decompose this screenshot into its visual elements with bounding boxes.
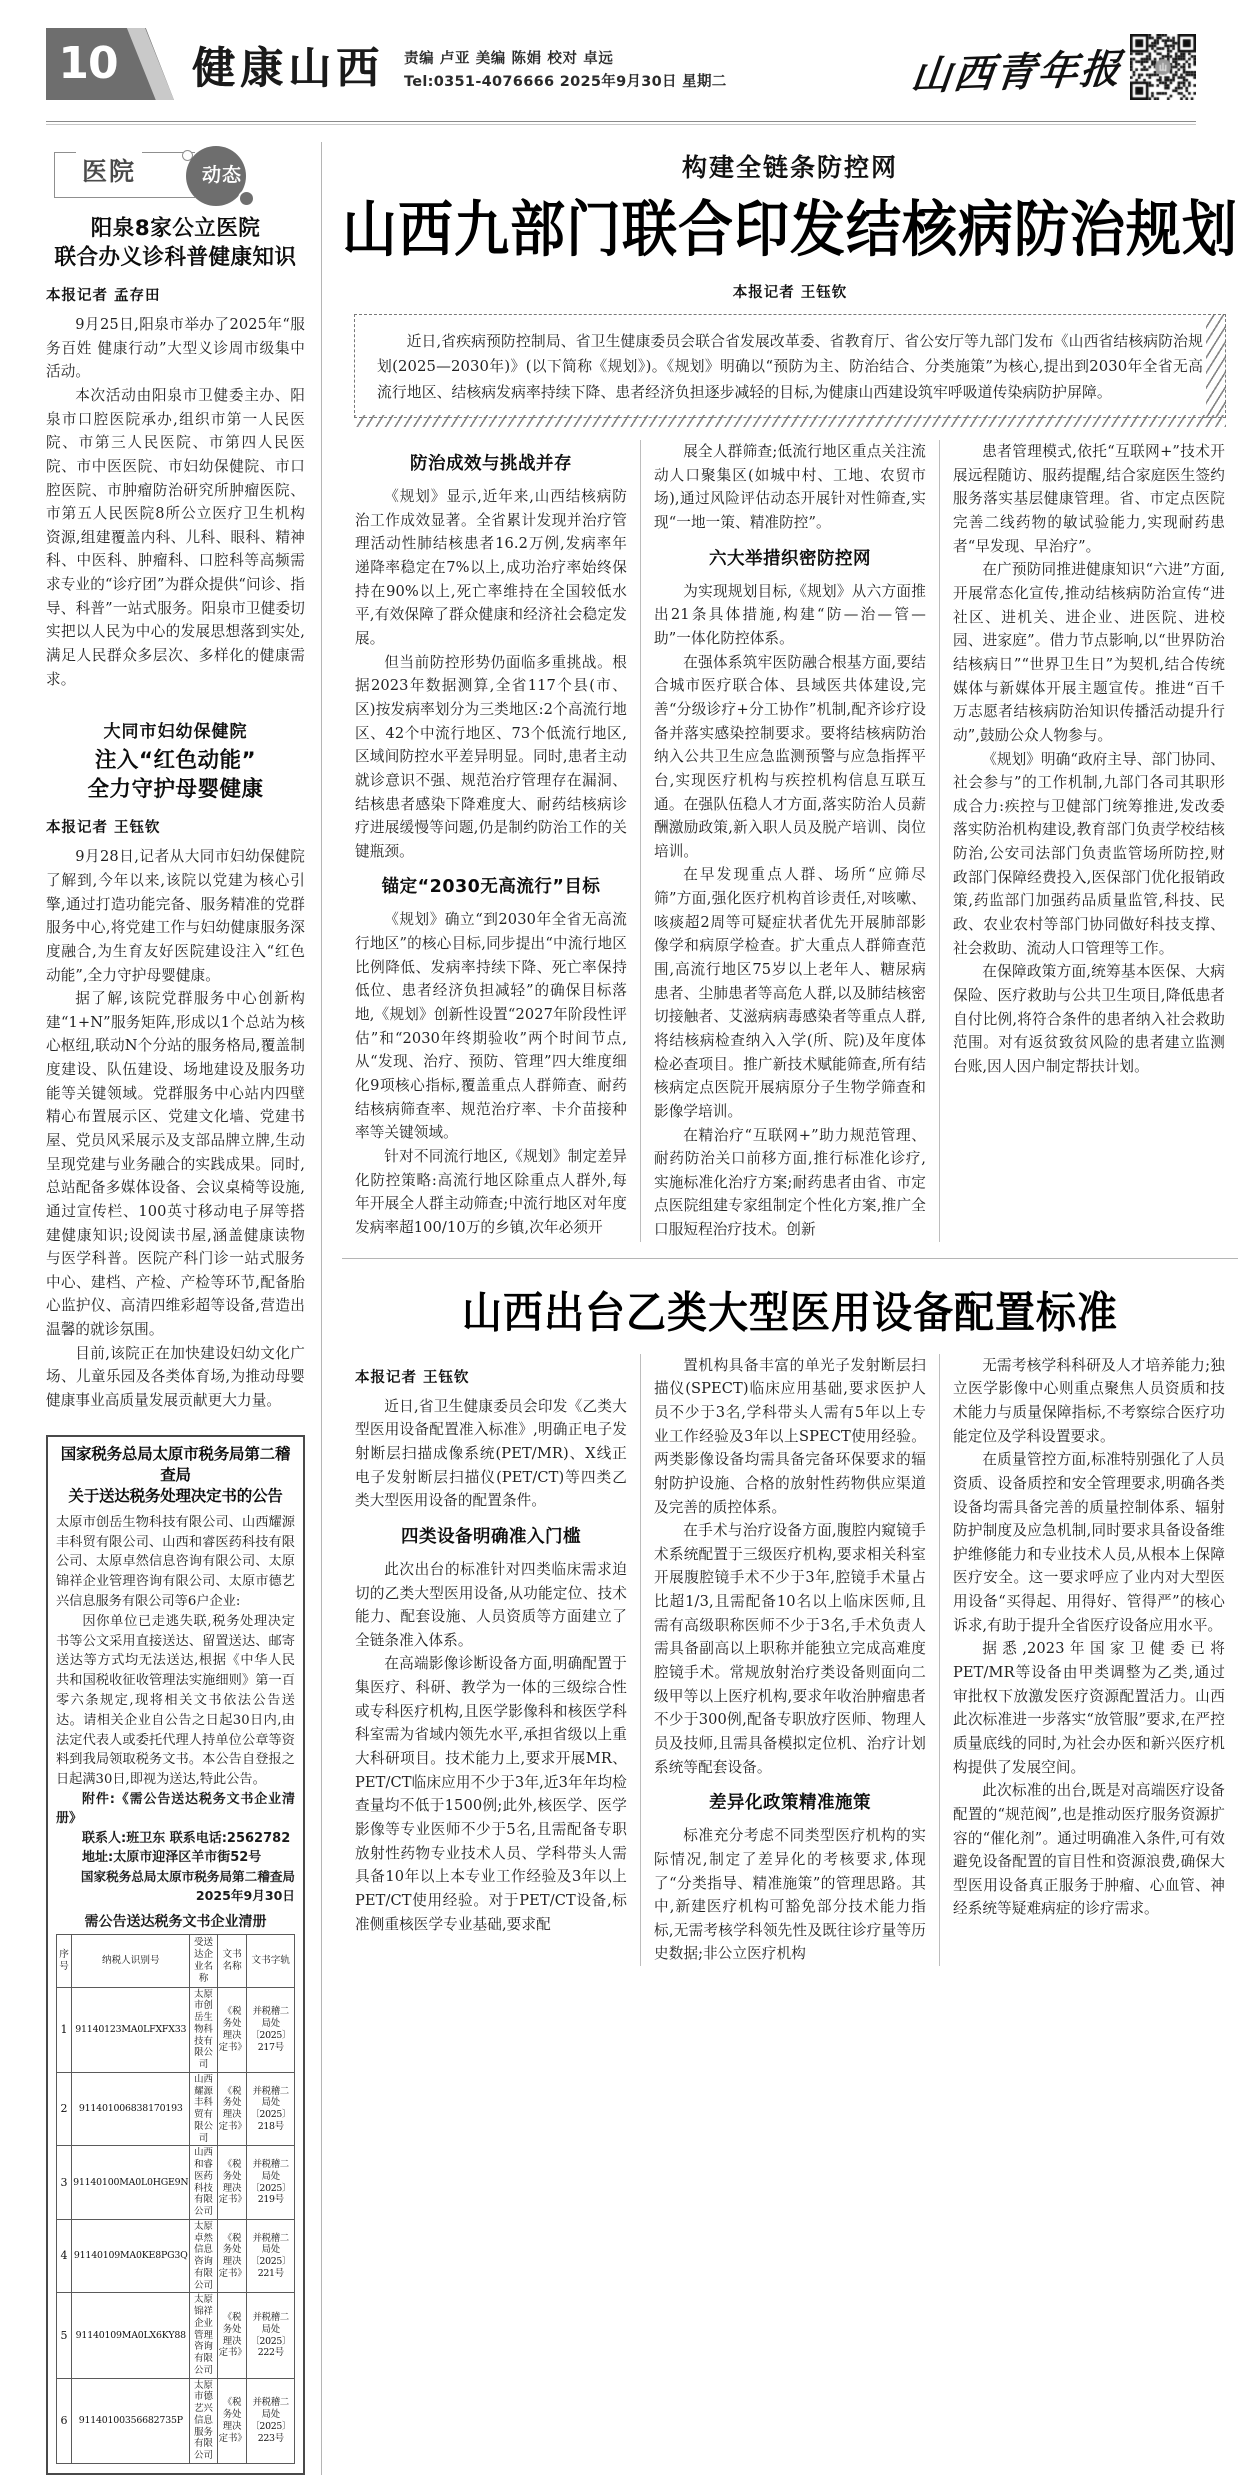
feature-1-subhead-1: 防治成效与挑战并存	[410, 454, 572, 475]
tax-notice-title-line-1: 国家税务总局太原市税务局第二稽查局	[60, 1444, 291, 1485]
section-title: 健康山西	[192, 44, 384, 94]
masthead-left	[46, 28, 727, 100]
table-cell: 911401006838170193	[72, 2072, 190, 2146]
badge-dot-bottom-icon	[238, 190, 255, 207]
masthead-right	[908, 28, 1196, 100]
feature-2-columns	[342, 1354, 1238, 1966]
feature-2-col-3	[939, 1354, 1238, 1966]
table-cell: 91140109MA0KE8PG3Q	[72, 2219, 190, 2293]
credits-line-2: Tel:0351-4076666 2025年9月30日 星期二	[404, 73, 727, 90]
paragraph: 本次活动由阳泉市卫健委主办、阳泉市口腔医院承办,组织市第一人民医院、市第三人民医院、市第四人民医院、市中医医院、市妇幼保健院、市口腔医院、市肿瘤防治研究所肿瘤医院、市第五人民医院8所公立医疗卫生机构资源,组建覆盖内科、儿科、眼科、精神科、中医科、肿瘤科、口腔科等高频需求专业的“诊疗团”为群众提供“问诊、指导、科普”一站式服务。阳泉市卫健委切实把以人民为中心的发展思想落到实处,满足人民群众多层次、多样化的健康需求。	[46, 386, 305, 688]
paragraph: 为实现规划目标,《规划》从六方面推出21条具体措施,构建“防—治—管—助”一体化防控体系。	[654, 582, 926, 648]
table-cell: 6	[57, 2378, 72, 2463]
left-column	[46, 142, 322, 2475]
left-article-2	[46, 717, 305, 1412]
table-cell: 并税稽二局处〔2025〕218号	[247, 2072, 295, 2146]
th-doc-no: 文书字轨	[247, 1934, 295, 1987]
table-cell: 并税稽二局处〔2025〕221号	[247, 2219, 295, 2293]
paragraph: 9月25日,阳泉市举办了2025年“服务百姓 健康行动”大型义诊周市级集中活动。	[46, 316, 305, 381]
table-row	[57, 2219, 295, 2293]
table-cell: 91140100MA0L0HGE9N	[72, 2146, 190, 2220]
main-column	[322, 142, 1238, 2475]
page-number-badge	[46, 28, 174, 100]
feature-2-col-2-body-top	[654, 1354, 926, 1780]
article-1-byline: 本报记者 孟存田	[46, 288, 161, 305]
tax-notice-contact: 联系人:班卫东 联系电话:2562782	[82, 1830, 291, 1846]
feature-1-lead-text	[377, 329, 1203, 405]
paragraph: 患者管理模式,依托“互联网+”技术开展远程随访、服药提醒,结合家庭医生签约服务落实基层健康管理。省、市定点医院完善二线药物的敏试验能力,实现耐药患者“早发现、早治疗”。	[953, 443, 1225, 555]
article-2-headline-line-2: 全力守护母婴健康	[87, 777, 264, 803]
feature-2-subhead-2: 差异化政策精准施策	[709, 1793, 871, 1814]
tax-notice-title-line-2: 关于送达税务处理决定书的公告	[68, 1487, 283, 1506]
feature-2-byline: 本报记者 王钰钦	[355, 1369, 470, 1386]
badge-label-a: 医院	[76, 152, 142, 192]
tax-notice-title	[56, 1444, 295, 1508]
masthead-rule-secondary	[46, 124, 1196, 125]
paragraph: 据了解,该院党群服务中心创新构建“1+N”服务矩阵,形成以1个总站为核心枢纽,联动N个分站的服务格局,覆盖制度建设、队伍建设、场地建设及服务功能等关键领域。党群服务中心站内四壁精心布置展示区、党建文化墙、党建书屋、党员风采展示及支部品牌立牌,生动呈现党建与业务融合的实践成果。同时,总站配备多媒体设备、会议桌椅等设施,通过宣传栏、100英寸移动电子屏等搭建健康知识;设阅读书屋,涵盖健康读物与医学科普。医院产科门诊一站式服务中心、建档、产检、产检等环节,配备胎心监护仪、高清四维彩超等设备,营造出温馨的就诊氛围。	[46, 990, 305, 1339]
feature-2-col-1-body	[355, 1558, 627, 1936]
feature-1-col-3	[939, 440, 1238, 1242]
table-cell: 并税稽二局处〔2025〕223号	[247, 2378, 295, 2463]
th-company-name: 受送达企业名称	[190, 1934, 217, 1987]
tax-notice-intro: 太原市创岳生物科技有限公司、山西耀源丰科贸有限公司、山西和睿医药科技有限公司、太原卓然信息咨询有限公司、太原锦祥企业管理咨询有限公司、太原市德艺兴信息服务有限公司等6户企业:	[56, 1514, 295, 1609]
paragraph: 在手术与治疗设备方面,腹腔内窥镜手术系统配置于三级医疗机构,要求相关科室开展腹腔镜手术不少于3年,腔镜手术量占比超1/3,且需配备10名以上临床医师,且需有高级职称医师不少于3名,手术负责人需具备副高以上职称并能独立完成高难度腔镜手术。常规放射治疗类设备则面向二级甲等以上医疗机构,要求年收治肿瘤患者不少于300例,配备专职放疗医师、物理人员及技师,且需具备模拟定位机、治疗计划系统等配套设备。	[654, 1522, 926, 1776]
paragraph: 近日,省卫生健康委员会印发《乙类大型医用设备配置准入标准》,明确正电子发射断层扫描成像系统(PET/MR)、X线正电子发射断层扫描仪(PET/CT)等四类乙类大型医用设备的配置条件。	[355, 1397, 627, 1510]
table-cell: 《税务处理决定书》	[217, 2072, 247, 2146]
article-2-headline-line-1: 注入“红色动能”	[94, 748, 257, 774]
th-doc-name: 文书名称	[217, 1934, 247, 1987]
table-row	[57, 1987, 295, 2072]
tax-notice-body	[56, 1513, 295, 1906]
table-cell: 太原卓然信息咨询有限公司	[190, 2219, 217, 2293]
paragraph: 此次标准的出台,既是对高端医疗设备配置的“规范阀”,也是推动医疗服务资源扩容的“催化剂”。通过明确准入条件,可有效避免设备配置的盲目性和资源浪费,确保大型医用设备真正服务于肿瘤、心血管、神经系统等疑难病症的诊疗需求。	[953, 1782, 1225, 1918]
feature-2-col-2-body	[654, 1824, 926, 1966]
table-cell: 并税稽二局处〔2025〕217号	[247, 1987, 295, 2072]
table-header-row	[57, 1934, 295, 1987]
newspaper-page	[0, 28, 1242, 2462]
paragraph: 《规划》显示,近年来,山西结核病防治工作成效显著。全省累计发现并治疗管理活动性肺结核患者16.2万例,发病率年递降率稳定在7%以上,成功治疗率始终保持在90%以上,死亡率维持在全国较低水平,有效保障了群众健康和经济社会稳定发展。	[355, 488, 627, 648]
paragraph: 在强体系筑牢医防融合根基方面,要结合城市医疗联合体、县域医共体建设,完善“分级诊疗+分工协作”机制,配齐诊疗设备并落实感染控制要求。要将结核病防治纳入公共卫生应急监测预警与应急指挥平台,实现医疗机构与疾控机构信息互联互通。在强队伍稳人才方面,落实防治人员薪酬激励政策,新入职人员及脱产培训、岗位培训。	[654, 653, 926, 860]
paragraph: 《规划》确立“到2030年全省无高流行地区”的核心目标,同步提出“中流行地区比例降低、发病率持续下降、死亡率保持低位、患者经济负担减轻”的确保目标落地,《规划》创新性设置“2027年阶段性评估”和“2030年终期验收”两个时间节点,从“发现、治疗、预防、管理”四大维度细化9项核心指标,覆盖重点人群筛查、耐药结核病筛查率、规范治疗率、卡介苗接种率等关键领域。	[355, 911, 627, 1142]
feature-1-kicker: 构建全链条防控网	[682, 153, 899, 182]
table-cell: 5	[57, 2293, 72, 2378]
paragraph: 无需考核学科科研及人才培养能力;独立医学影像中心则重点聚焦人员资质和技术能力与质量保障指标,不考察综合医疗功能定位及学科设置要求。	[953, 1356, 1225, 1445]
article-1-body	[46, 313, 305, 691]
table-cell: 山西和睿医药科技有限公司	[190, 2146, 217, 2220]
paragraph: 近日,省疾病预防控制局、省卫生健康委员会联合省发展改革委、省教育厅、省公安厅等九部门发布《山西省结核病防治规划(2025—2030年)》(以下简称《规划》)。《规划》明确以“预防为主、防治结合、分类施策”为核心,提出到2030年全省无高流行地区、结核病发病率持续下降、患者经济负担逐步减轻的目标,为健康山西建设筑牢呼吸道传染病防护屏障。	[377, 332, 1204, 401]
feature-2-col-2	[640, 1354, 939, 1966]
table-row	[57, 2072, 295, 2146]
table-cell: 1	[57, 1987, 72, 2072]
feature-1-col-2-body	[654, 580, 926, 1242]
table-cell: 太原锦祥企业管理咨询有限公司	[190, 2293, 217, 2378]
lead-box-hatch-right	[1206, 314, 1226, 418]
table-cell: 《税务处理决定书》	[217, 2219, 247, 2293]
feature-1-col-1-body-2	[355, 908, 627, 1239]
paragraph: 据悉,2023年国家卫健委已将PET/MR等设备由甲类调整为乙类,通过审批权下放激发医疗资源配置活力。山西此次标准进一步落实“放管服”要求,在严控质量底线的同时,为社会办医和新兴医疗机构提供了发展空间。	[953, 1640, 1225, 1776]
tax-notice-box	[46, 1435, 305, 2475]
feature-2-col-1-body-top	[355, 1395, 627, 1513]
feature-1-headline: 山西九部门联合印发结核病防治规划	[342, 194, 1239, 265]
paragraph: 9月28日,记者从大同市妇幼保健院了解到,今年以来,该院以党建为核心引擎,通过打造功能完备、服务精准的党群服务中心,将党建工作与妇幼健康服务深度融合,为生育友好医院建设注入“红色动能”,全力守护母婴健康。	[46, 848, 305, 984]
feature-1-subhead-3: 六大举措织密防控网	[709, 548, 871, 569]
paragraph: 在保障政策方面,统筹基本医保、大病保险、医疗救助与公共卫生项目,降低患者自付比例,将符合条件的患者纳入社会救助范围。对有返贫致贫风险的患者建立监测台账,因人因户制定帮扶计划。	[953, 963, 1225, 1075]
masthead-rule	[46, 121, 1196, 122]
article-2-kicker: 大同市妇幼保健院	[103, 722, 248, 743]
table-cell: 91140100356682735P	[72, 2378, 190, 2463]
left-article-1	[46, 214, 305, 691]
feature-1-byline: 本报记者 王钰钦	[732, 284, 848, 301]
paragraph: 在精治疗“互联网+”助力规范管理、耐药防治关口前移方面,推行标准化诊疗,实施标准化治疗方案;耐药患者由省、市定点医院组建专家组制定个性化方案,推广全口服短程治疗技术。创新	[654, 1126, 926, 1239]
table-cell: 《税务处理决定书》	[217, 2146, 247, 2220]
article-1-headline-line-1: 阳泉8家公立医院	[90, 216, 261, 241]
feature-1-col-2-body-top	[654, 440, 926, 535]
paragraph: 展全人群筛查;低流行地区重点关注流动人口聚集区(如城中村、工地、农贸市场),通过风险评估动态开展针对性筛查,实现“一地一策、精准防控”。	[654, 443, 926, 532]
table-row	[57, 2146, 295, 2220]
table-cell: 91140109MA0LX6KY88	[72, 2293, 190, 2378]
table-row	[57, 2293, 295, 2378]
tax-notice-date: 2025年9月30日	[195, 1887, 295, 1903]
feature-2-col-3-body	[953, 1354, 1225, 1921]
paragraph: 在广预防同推进健康知识“六进”方面,开展常态化宣传,推动结核病防治宣传“进社区、进机关、进企业、进医院、进校园、进家庭”。借力节点影响,以“世界防治结核病日”“世界卫生日”为契机,结合传统媒体与新媒体开展主题宣传。推进“百千万志愿者结核病防治知识传播活动提升行动”,鼓励公众人物参与。	[953, 561, 1225, 744]
table-cell: 2	[57, 2072, 72, 2146]
page-content	[46, 142, 1239, 2475]
feature-1-col-3-body	[953, 440, 1225, 1078]
paragraph: 在质量管控方面,标准特别强化了人员资质、设备质控和安全管理要求,明确各类设备均需具备完善的质量控制体系、辐射防护制度及应急机制,同时要求具备设备维护维修能力和专业技术人员,从根本上保障医疗安全。这一要求呼应了业内对大型医用设备“买得起、用得好、管得严”的核心诉求,有助于提升全省医疗设备应用水平。	[953, 1451, 1225, 1634]
feature-1-col-1	[342, 440, 640, 1242]
table-cell: 《税务处理决定书》	[217, 2293, 247, 2378]
feature-2-headline: 山西出台乙类大型医用设备配置标准	[462, 1288, 1118, 1338]
table-cell: 《税务处理决定书》	[217, 1987, 247, 2072]
brand-logo: 山西青年报	[908, 44, 1125, 100]
article-2-byline: 本报记者 王钰钦	[46, 820, 161, 837]
tax-notice-attachment: 附件:《需公告送达税务文书企业清册》	[56, 1791, 295, 1827]
feature-1-lead-box	[354, 314, 1226, 418]
table-cell: 太原市创岳生物科技有限公司	[190, 1987, 217, 2072]
qr-code-icon[interactable]	[1130, 34, 1196, 100]
paragraph: 《规划》明确“政府主导、部门协同、社会参与”的工作机制,九部门各司其职形成合力:疾控与卫健部门统筹推进,发改委落实防治机构建设,教育部门负责学校结核防治,公安司法部门负责监管场所防控,财政部门保障经费投入,医保部门优化报销政策,药监部门加强药品质量监管,科技、民政、农业农村等部门协同做好科技支撑、社会救助、流动人口管理等工作。	[953, 750, 1225, 957]
tax-notice-table	[56, 1934, 295, 2464]
feature-2-col-1	[342, 1354, 640, 1966]
paragraph: 针对不同流行地区,《规划》制定差异化防控策略:高流行地区除重点人群外,每年开展全人群主动筛查;中流行地区对年度发病率超100/10万的乡镇,次年必须开	[355, 1147, 627, 1236]
table-cell: 3	[57, 2146, 72, 2220]
table-row	[57, 2378, 295, 2463]
table-cell: 山西耀源丰科贸有限公司	[190, 2072, 217, 2146]
table-cell: 并税稽二局处〔2025〕222号	[247, 2293, 295, 2378]
paragraph: 置机构具备丰富的单光子发射断层扫描仪(SPECT)临床应用基础,要求医护人员不少于3名,学科带头人需有5年以上专业工作经验及3年以上SPECT使用经验。两类影像设备均需具备完备环保要求的辐射防护设施、合格的放射性药物供应渠道及完善的质控体系。	[654, 1356, 926, 1516]
masthead-credits	[404, 48, 727, 93]
paragraph: 在早发现重点人群、场所“应筛尽筛”方面,强化医疗机构首诊责任,对咳嗽、咳痰超2周等可疑症状者优先开展肺部影像学和病原学检查。扩大重点人群筛查范围,高流行地区75岁以上老年人、糖尿病患者、尘肺患者等高危人群,以及肺结核密切接触者、艾滋病病毒感染者等重点人群,将结核病检查纳入入学(所、院)及年度体检必查项目。推广新技术赋能筛查,所有结核病定点医院开展病原分子生物学筛查和影像学培训。	[654, 866, 926, 1120]
table-cell: 4	[57, 2219, 72, 2293]
masthead	[46, 28, 1196, 120]
tax-notice-inner	[48, 1437, 303, 2473]
paragraph: 标准充分考虑不同类型医疗机构的实际情况,制定了差异化的考核要求,体现了“分类指导、精准施策”的管理思路。其中,新建医疗机构可豁免部分技术能力指标,无需考核学科领先性及既往诊疗量等历史数据;非公立医疗机构	[654, 1827, 926, 1963]
feature-2-divider	[342, 1258, 1238, 1259]
tax-notice-table-caption: 需公告送达税务文书企业清册	[84, 1913, 267, 1930]
tax-notice-main-text: 因你单位已走逃失联,税务处理决定书等公文采用直接送达、留置送达、邮寄送达等方式均无法送达,根据《中华人民共和国税收征收管理法实施细则》第一百零六条规定,现将相关文书依法公告送达。请相关企业自公告之日起30日内,由法定代表人或委托代理人持单位公章等资料到我局领取税务文书。本公告自登报之日起满30日,即视为送达,特此公告。	[56, 1613, 295, 1788]
article-1-headline-line-2: 联合办义诊科普健康知识	[54, 245, 297, 271]
lead-box-hatch-bottom	[354, 415, 1226, 427]
section-badge-hospital-news	[46, 146, 305, 204]
table-cell: 91140123MA0LFXFX33	[72, 1987, 190, 2072]
article-2-headline	[46, 746, 305, 804]
paragraph: 但当前防控形势仍面临多重挑战。根据2023年数据测算,全省117个县(市、区)按发病率划分为三类地区:2个高流行地区、42个中流行地区、73个低流行地区,区域间防控水平差异明显。同时,患者主动就诊意识不强、规范治疗管理存在漏洞、结核患者感染下降难度大、耐药结核病诊疗进展缓慢等问题,仍是制约防治工作的关键瓶颈。	[355, 653, 627, 860]
paragraph: 此次出台的标准针对四类临床需求迫切的乙类大型医用设备,从功能定位、技术能力、配套设施、人员资质等方面建立了全链条准入体系。	[355, 1560, 627, 1649]
article-1-headline	[46, 214, 305, 272]
feature-1-subhead-2: 锚定“2030无高流行”目标	[381, 877, 601, 898]
paragraph: 在高端影像诊断设备方面,明确配置于集医疗、科研、教学为一体的三级综合性或专科医疗机构,且医学影像科和核医学科科室需为省域内领先水平,承担省级以上重大科研项目。技术能力上,要求开展MR、PET/CT临床应用不少于3年,近3年年均检查量均不低于1500例;此外,核医学、医学影像等专业医师不少于5名,且需配备专职放射性药物专业技术人员、学科带头人需具备10年以上本专业工作经验及3年以上PET/CT使用经验。对于PET/CT设备,标准侧重核医学专业基础,要求配	[355, 1655, 627, 1933]
page-number: 10	[58, 38, 118, 89]
credits-line-1: 责编 卢亚 美编 陈娟 校对 卓远	[404, 51, 614, 68]
table-cell: 太原市德艺兴信息服务有限公司	[190, 2378, 217, 2463]
feature-1-col-2	[640, 440, 939, 1242]
feature-2-subhead-1: 四类设备明确准入门槛	[401, 1526, 581, 1547]
th-taxpayer-id: 纳税人识别号	[72, 1934, 190, 1987]
feature-1-col-1-body	[355, 485, 627, 863]
th-index: 序号	[57, 1934, 72, 1987]
paragraph: 目前,该院正在加快建设妇幼文化广场、儿童乐园及各类体育场,为推动母婴健康事业高质量发展贡献更大力量。	[46, 1344, 305, 1410]
badge-label-b: 动态	[201, 164, 242, 187]
article-2-body	[46, 845, 305, 1412]
table-cell: 并税稽二局处〔2025〕219号	[247, 2146, 295, 2220]
feature-1-columns	[342, 440, 1238, 1242]
tax-notice-address: 地址:太原市迎泽区羊市街52号	[82, 1850, 262, 1866]
tax-notice-signer: 国家税务总局太原市税务局第二稽查局	[80, 1868, 295, 1884]
table-cell: 《税务处理决定书》	[217, 2378, 247, 2463]
